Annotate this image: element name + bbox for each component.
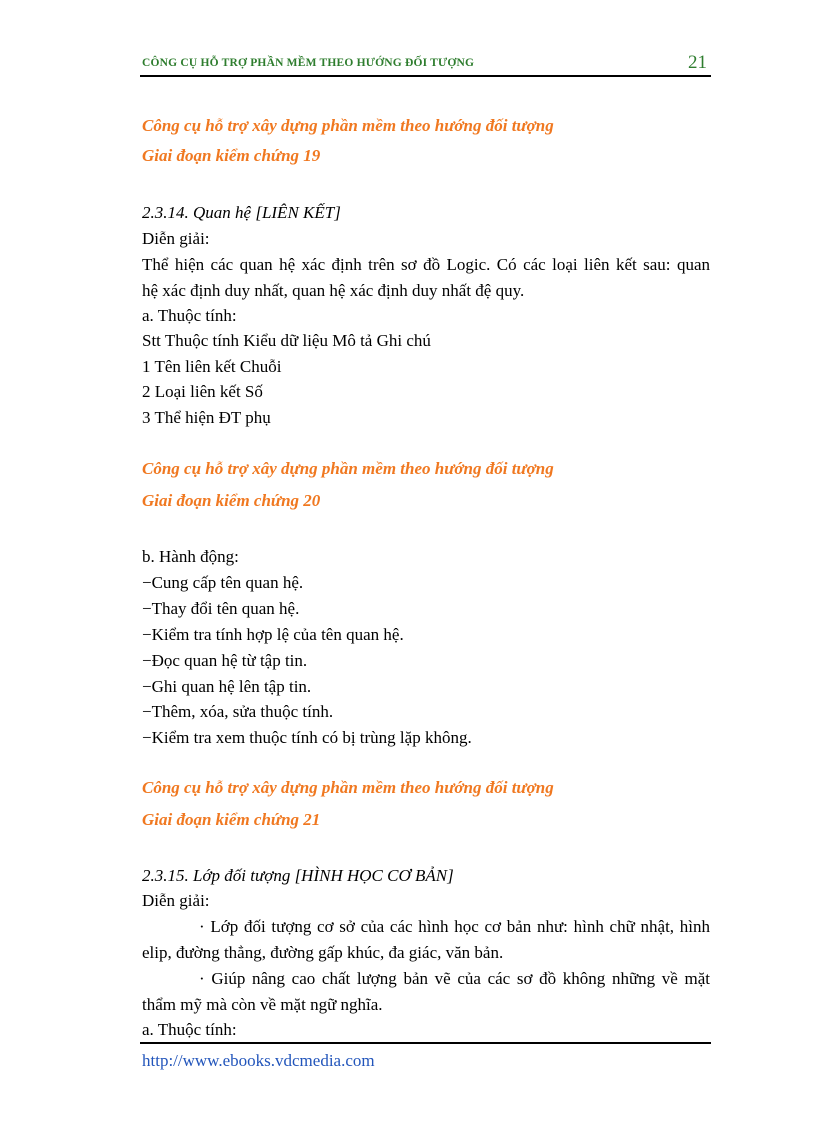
footer-link[interactable]: http://www.ebooks.vdcmedia.com bbox=[142, 1051, 375, 1070]
paragraph-line: hệ xác định duy nhất, quan hệ xác định duy nhất đệ quy. bbox=[142, 281, 525, 300]
paragraph-label: Diễn giải: bbox=[142, 229, 210, 248]
footer-divider bbox=[140, 1042, 711, 1044]
list-item: −Đọc quan hệ từ tập tin. bbox=[142, 651, 308, 670]
table-row: 1 Tên liên kết Chuỗi bbox=[142, 357, 282, 376]
table-row: 2 Loại liên kết Số bbox=[142, 382, 263, 401]
bullet-line: · Lớp đối tượng cơ sở của các hình học cơ bản như: hình chữ nhật, hình bbox=[199, 917, 710, 936]
table-header: Stt Thuộc tính Kiểu dữ liệu Mô tả Ghi chú bbox=[142, 331, 431, 350]
list-item: −Thay đổi tên quan hệ. bbox=[142, 599, 300, 618]
subsection-title: 2.3.15. Lớp đối tượng [HÌNH HỌC CƠ BẢN] bbox=[142, 866, 454, 885]
running-header-title: CÔNG CỤ HỖ TRỢ PHẦN MỀM THEO HƯỚNG ĐỐI TƯỢNG bbox=[142, 57, 475, 69]
paragraph-label: a. Thuộc tính: bbox=[142, 306, 237, 325]
section-heading: Công cụ hỗ trợ xây dựng phần mềm theo hướng đối tượng bbox=[142, 459, 554, 478]
list-item: −Kiểm tra tính hợp lệ của tên quan hệ. bbox=[142, 625, 404, 644]
section-subheading: Giai đoạn kiểm chứng 20 bbox=[142, 491, 321, 510]
page-number: 21 bbox=[688, 52, 707, 73]
paragraph-label: b. Hành động: bbox=[142, 547, 239, 566]
bullet-line: elip, đường thẳng, đường gấp khúc, đa giác, văn bản. bbox=[142, 943, 504, 962]
section-subheading: Giai đoạn kiểm chứng 19 bbox=[142, 146, 321, 165]
subsection-title: 2.3.14. Quan hệ [LIÊN KẾT] bbox=[142, 203, 341, 222]
paragraph-label: a. Thuộc tính: bbox=[142, 1020, 237, 1039]
list-item: −Thêm, xóa, sửa thuộc tính. bbox=[142, 702, 334, 721]
paragraph-line: Thể hiện các quan hệ xác định trên sơ đồ Logic. Có các loại liên kết sau: quan bbox=[142, 255, 710, 274]
list-item: −Ghi quan hệ lên tập tin. bbox=[142, 677, 312, 696]
list-item: −Cung cấp tên quan hệ. bbox=[142, 573, 304, 592]
section-heading: Công cụ hỗ trợ xây dựng phần mềm theo hướng đối tượng bbox=[142, 116, 554, 135]
bullet-line: thẩm mỹ mà còn về mặt ngữ nghĩa. bbox=[142, 995, 383, 1014]
table-row: 3 Thể hiện ĐT phụ bbox=[142, 408, 271, 427]
paragraph-label: Diễn giải: bbox=[142, 891, 210, 910]
bullet-line: · Giúp nâng cao chất lượng bản vẽ của các sơ đồ không những về mặt bbox=[199, 969, 710, 988]
list-item: −Kiểm tra xem thuộc tính có bị trùng lặp không. bbox=[142, 728, 472, 747]
header-divider bbox=[140, 75, 711, 77]
section-subheading: Giai đoạn kiểm chứng 21 bbox=[142, 810, 321, 829]
section-heading: Công cụ hỗ trợ xây dựng phần mềm theo hướng đối tượng bbox=[142, 778, 554, 797]
